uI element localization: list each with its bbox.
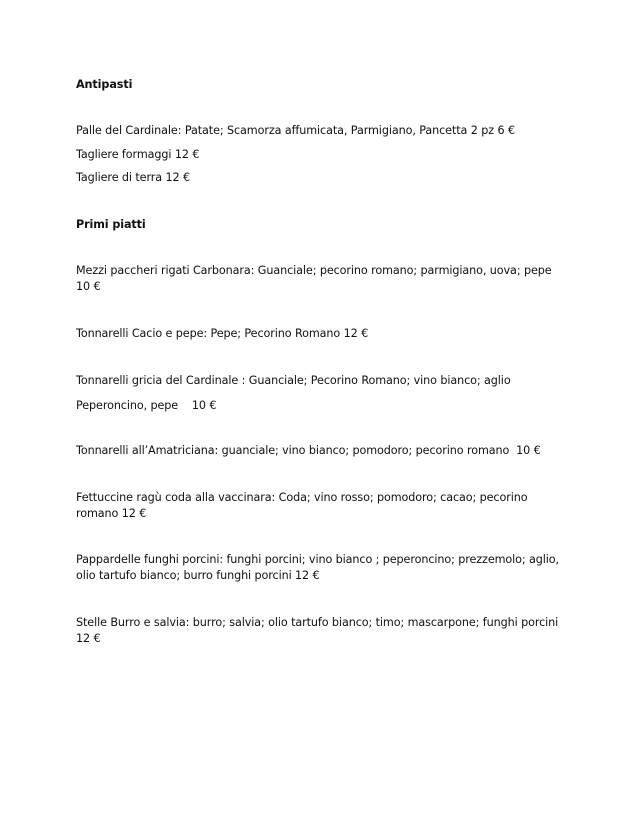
menu-item-continuation: Peperoncino, pepe 10 € xyxy=(76,399,217,412)
menu-item: Pappardelle funghi porcini: funghi porcini; vino bianco ; peperoncino; prezzemolo; aglio, olio tartufo bianco; burro funghi porcini 12 € xyxy=(76,553,560,582)
antipasti-heading: Antipasti xyxy=(76,78,133,91)
primi-heading: Primi piatti xyxy=(76,218,146,231)
menu-item: Fettuccine ragù coda alla vaccinara: Coda; vino rosso; pomodoro; cacao; pecorino romano 12 € xyxy=(76,491,528,520)
menu-item: Tonnarelli gricia del Cardinale : Guanciale; Pecorino Romano; vino bianco; aglio xyxy=(76,374,511,387)
menu-item: Stelle Burro e salvia: burro; salvia; olio tartufo bianco; timo; mascarpone; funghi porcini 12 € xyxy=(76,616,559,645)
menu-item: Mezzi paccheri rigati Carbonara: Guanciale; pecorino romano; parmigiano, uova; pepe 10 € xyxy=(76,264,552,293)
menu-item: Tagliere di terra 12 € xyxy=(76,171,190,184)
menu-item: Tagliere formaggi 12 € xyxy=(76,148,200,161)
menu-item: Tonnarelli Cacio e pepe: Pepe; Pecorino Romano 12 € xyxy=(76,327,369,340)
menu-item: Tonnarelli all’Amatriciana: guanciale; vino bianco; pomodoro; pecorino romano 10 € xyxy=(76,444,541,457)
menu-item: Palle del Cardinale: Patate; Scamorza affumicata, Parmigiano, Pancetta 2 pz 6 € xyxy=(76,124,515,137)
